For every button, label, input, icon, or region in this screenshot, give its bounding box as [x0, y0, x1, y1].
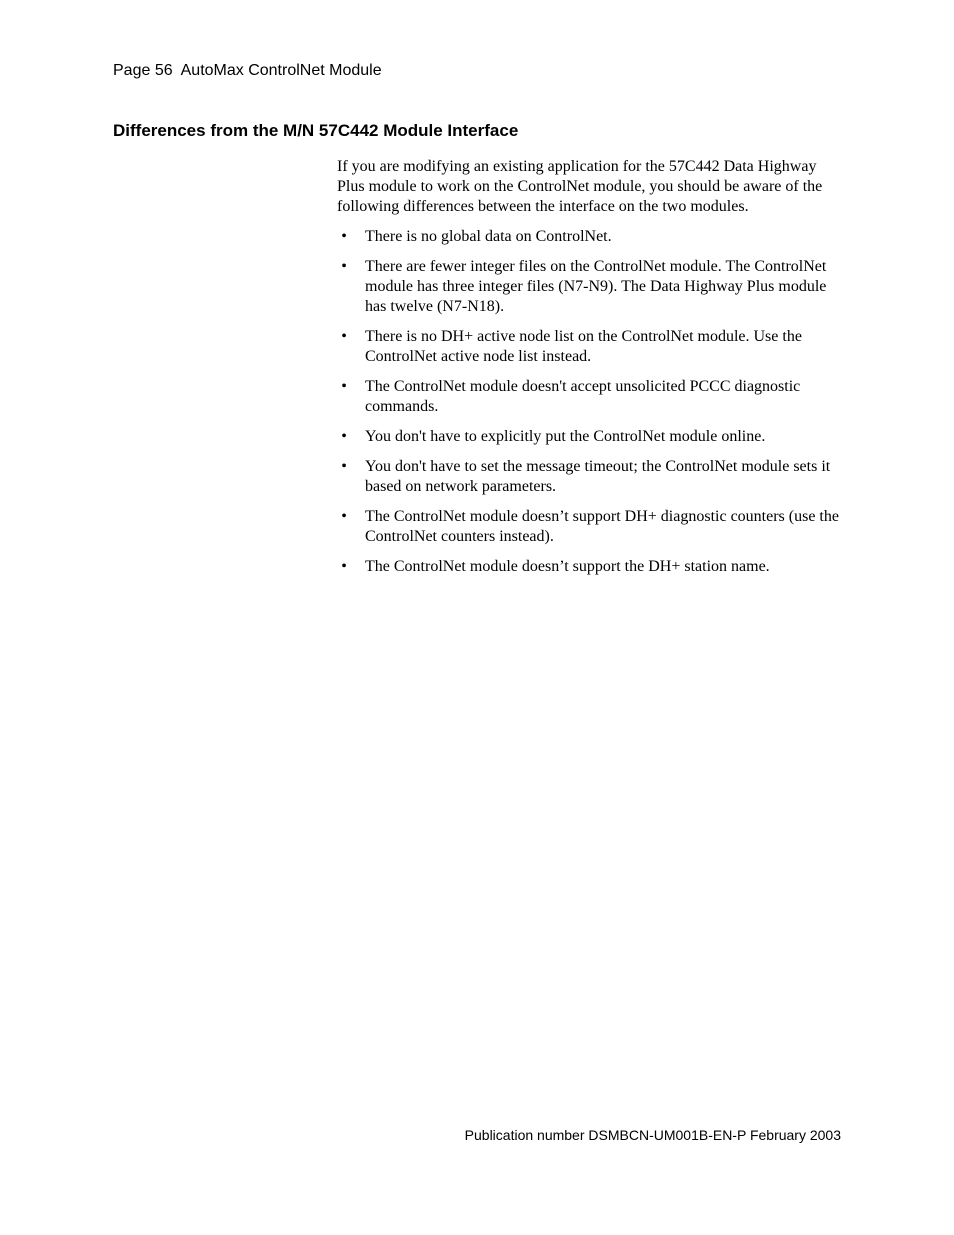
list-item-text: You don't have to set the message timeout; the ControlNet module sets it based on network parameters. — [365, 458, 831, 495]
list-item-text: There is no global data on ControlNet. — [365, 228, 612, 245]
list-item-text: There are fewer integer files on the ControlNet module. The ControlNet module has three integer files (N7-N9). The Data Highway Plus module has twelve (N7-N18). — [365, 258, 827, 315]
list-item — [337, 327, 843, 367]
running-header: Page 56 AutoMax ControlNet Module — [113, 62, 382, 79]
list-item — [337, 557, 843, 577]
bullet-icon: • — [341, 508, 347, 525]
bullet-icon: • — [341, 258, 347, 275]
list-item — [337, 377, 843, 417]
bullet-icon: • — [341, 428, 347, 445]
list-item — [337, 427, 843, 447]
differences-list — [337, 227, 843, 577]
list-item-text: There is no DH+ active node list on the ControlNet module. Use the ControlNet active node list instead. — [365, 328, 802, 365]
list-item — [337, 257, 843, 317]
intro-paragraph: If you are modifying an existing application for the 57C442 Data Highway Plus module to work on the ControlNet module, you should be aware of the following differences between the interface on the two modules. — [337, 158, 823, 215]
bullet-icon: • — [341, 328, 347, 345]
list-item-text: The ControlNet module doesn’t support the DH+ station name. — [365, 558, 770, 575]
list-item-text: The ControlNet module doesn’t support DH+ diagnostic counters (use the ControlNet counters instead). — [365, 508, 839, 545]
section-heading: Differences from the M/N 57C442 Module Interface — [113, 121, 519, 140]
bullet-icon: • — [341, 458, 347, 475]
running-footer: Publication number DSMBCN-UM001B-EN-P February 2003 — [464, 1127, 841, 1143]
list-item — [337, 457, 843, 497]
body-column — [337, 157, 843, 587]
bullet-icon: • — [341, 378, 347, 395]
bullet-icon: • — [341, 228, 347, 245]
list-item-text: You don't have to explicitly put the ControlNet module online. — [365, 428, 766, 445]
list-item-text: The ControlNet module doesn't accept unsolicited PCCC diagnostic commands. — [365, 378, 801, 415]
list-item — [337, 507, 843, 547]
bullet-icon: • — [341, 558, 347, 575]
list-item — [337, 227, 843, 247]
